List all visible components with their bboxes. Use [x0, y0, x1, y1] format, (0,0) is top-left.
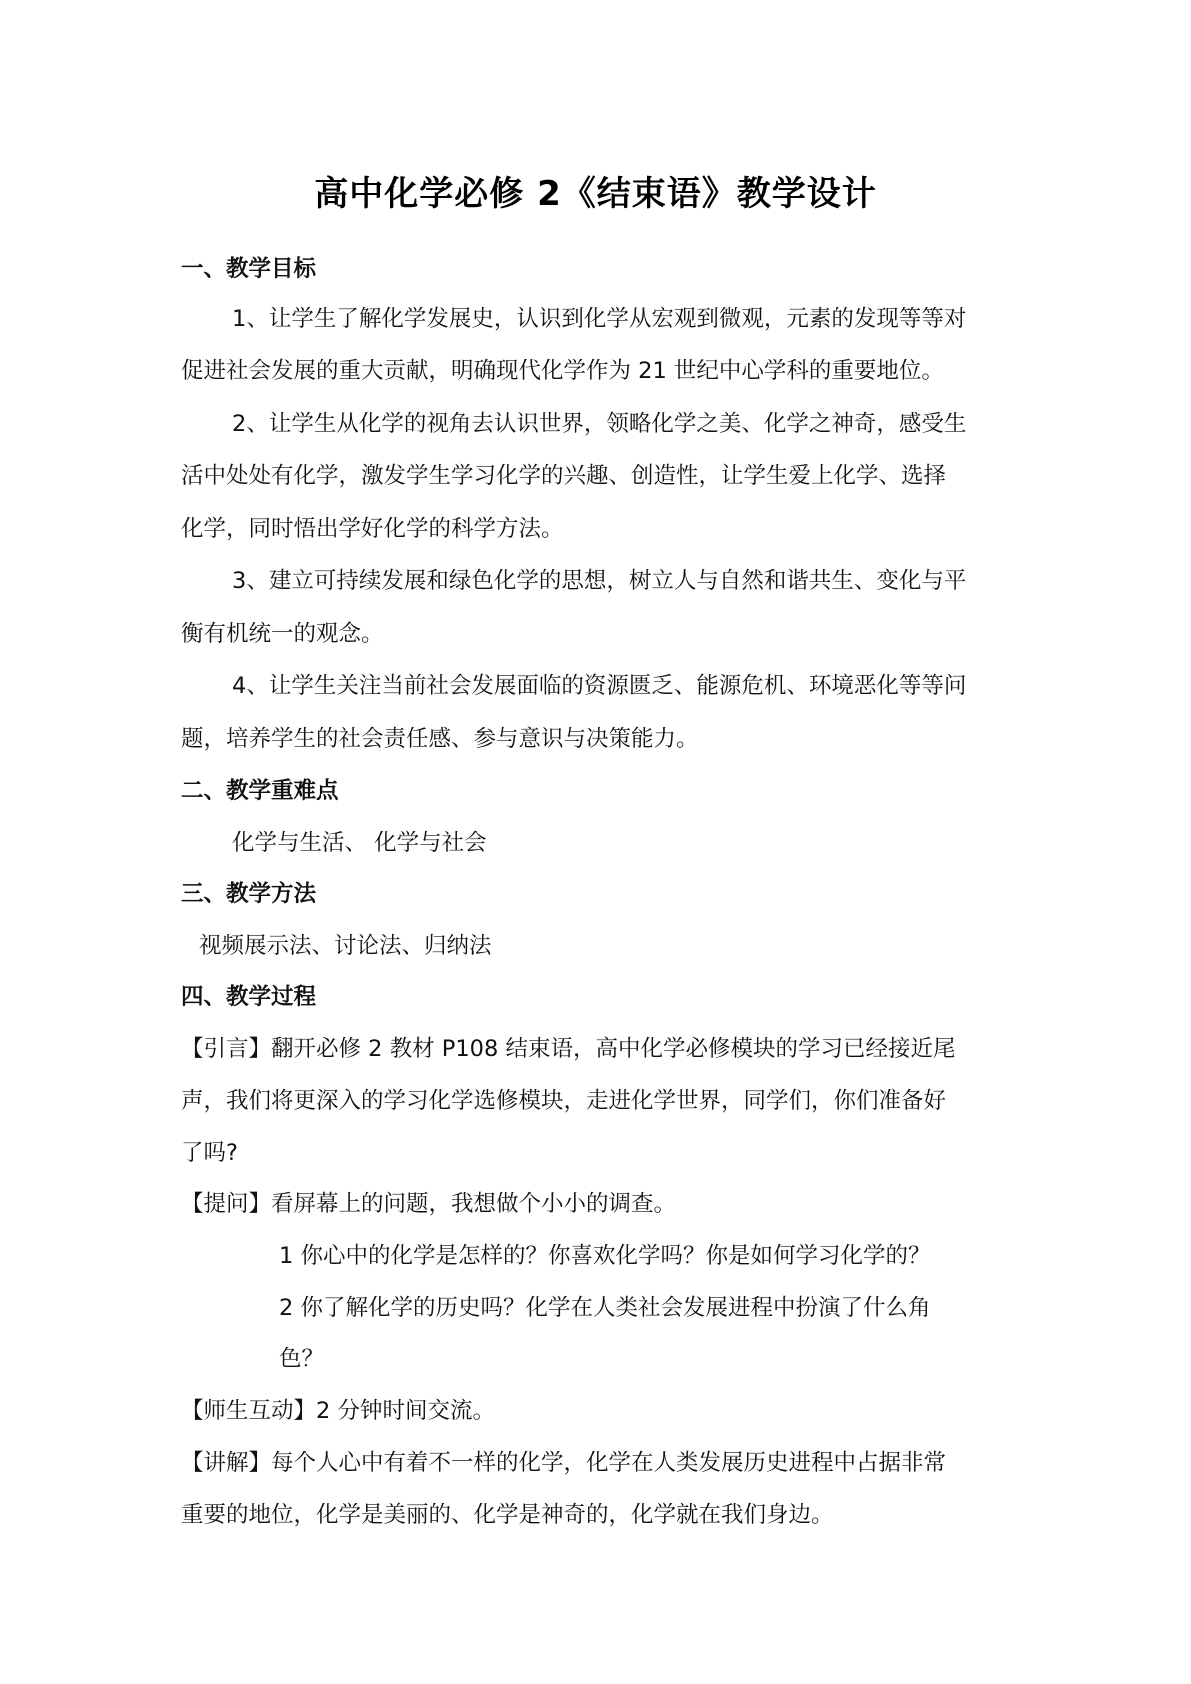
paragraph-line: 2、让学生从化学的视角去认识世界，领略化学之美、化学之神奇，感受生: [232, 411, 967, 437]
question-item: 色？: [279, 1346, 325, 1372]
question-item: 2 你了解化学的历史吗？化学在人类社会发展进程中扮演了什么角: [279, 1295, 931, 1321]
paragraph-line: 题，培养学生的社会责任感、参与意识与决策能力。: [181, 726, 699, 752]
paragraph-line: 化学与生活、 化学与社会: [232, 830, 487, 856]
paragraph-line: 声，我们将更深入的学习化学选修模块，走进化学世界，同学们，你们准备好: [181, 1088, 947, 1114]
section-heading-key-points: 二、教学重难点: [181, 778, 339, 804]
question-item: 1 你心中的化学是怎样的？你喜欢化学吗？你是如何学习化学的？: [279, 1243, 931, 1269]
section-heading-methods: 三、教学方法: [181, 881, 317, 907]
paragraph-line: 【提问】看屏幕上的问题，我想做个小小的调查。: [181, 1191, 677, 1217]
paragraph-line: 3、建立可持续发展和绿色化学的思想，树立人与自然和谐共生、变化与平: [232, 568, 967, 594]
paragraph-line: 1、让学生了解化学发展史，认识到化学从宏观到微观，元素的发现等等对: [232, 306, 967, 332]
paragraph-line: 重要的地位，化学是美丽的、化学是神奇的，化学就在我们身边。: [181, 1502, 834, 1528]
paragraph-line: 促进社会发展的重大贡献，明确现代化学作为 21 世纪中心学科的重要地位。: [181, 358, 944, 384]
paragraph-line: 衡有机统一的观念。: [181, 621, 384, 647]
paragraph-line: 活中处处有化学，激发学生学习化学的兴趣、创造性，让学生爱上化学、选择: [181, 463, 947, 489]
paragraph-line: 化学，同时悟出学好化学的科学方法。: [181, 516, 564, 542]
section-heading-objectives: 一、教学目标: [181, 256, 317, 282]
section-heading-process: 四、教学过程: [181, 984, 317, 1010]
paragraph-line: 视频展示法、讨论法、归纳法: [199, 933, 492, 959]
document-title: 高中化学必修 2《结束语》教学设计: [314, 174, 877, 214]
paragraph-line: 4、让学生关注当前社会发展面临的资源匮乏、能源危机、环境恶化等等问: [232, 673, 967, 699]
paragraph-line: 【讲解】每个人心中有着不一样的化学，化学在人类发展历史进程中占据非常: [181, 1450, 947, 1476]
paragraph-line: 【引言】翻开必修 2 教材 P108 结束语，高中化学必修模块的学习已经接近尾: [181, 1036, 956, 1062]
paragraph-line: 【师生互动】2 分钟时间交流。: [181, 1398, 495, 1424]
paragraph-line: 了吗?: [181, 1140, 238, 1166]
